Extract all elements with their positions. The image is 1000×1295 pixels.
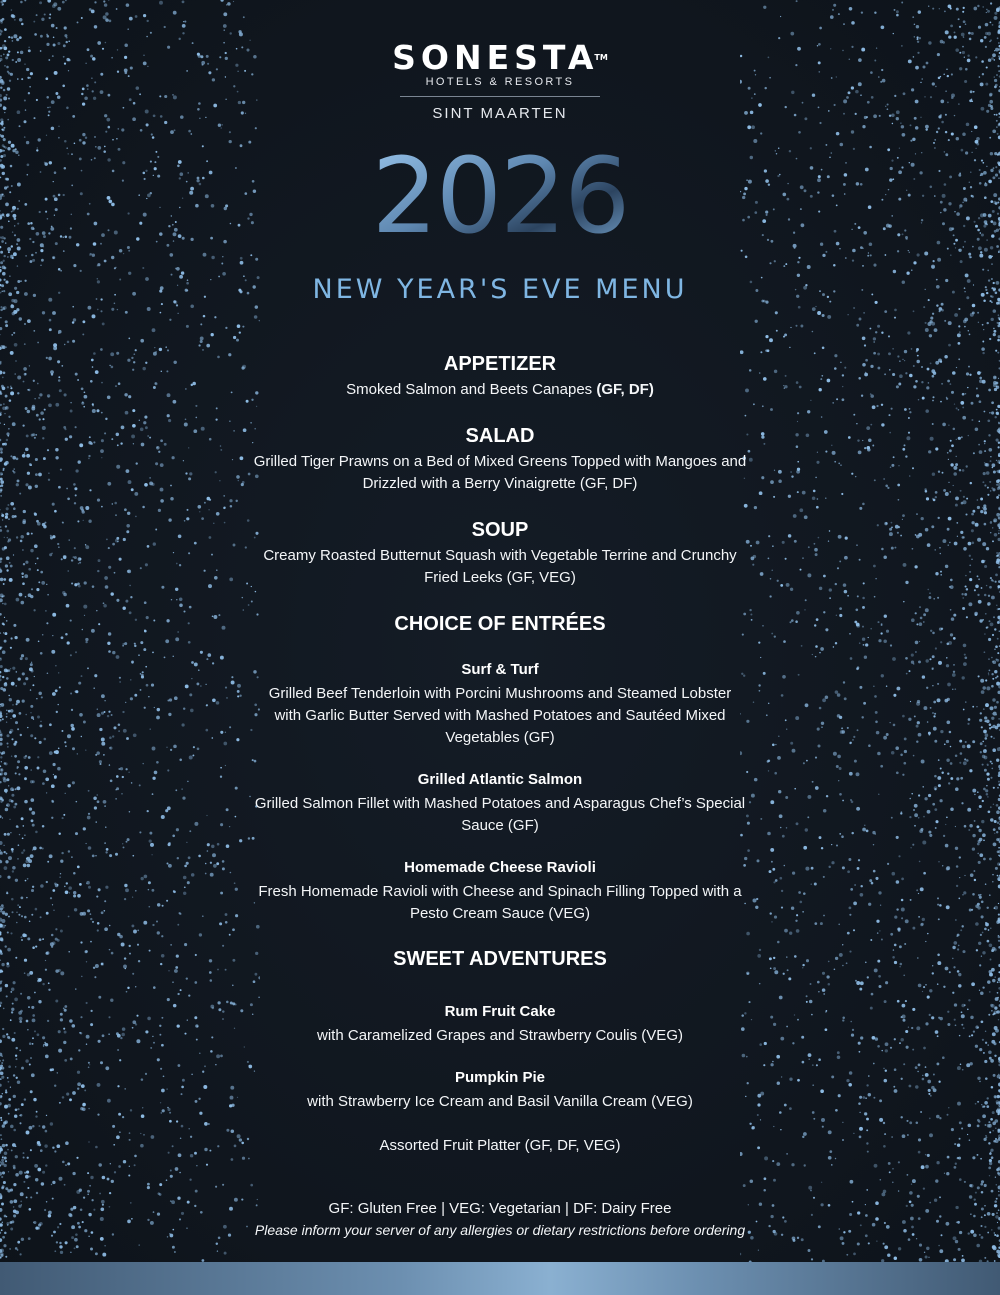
appetizer-tags: (GF, DF) — [596, 381, 654, 398]
salad-heading: SALAD — [465, 425, 535, 447]
trademark-mark: TM — [594, 53, 608, 62]
brand-tagline: HOTELS & RESORTS — [425, 76, 575, 88]
appetizer-heading: APPETIZER — [443, 353, 557, 375]
logo-divider — [400, 96, 600, 97]
entree-description-salmon: Grilled Salmon Fillet with Mashed Potatoes and Asparagus Chef’s Special Sauce (GF) — [254, 795, 746, 834]
entree-description-surf-turf: Grilled Beef Tenderloin with Porcini Mushrooms and Steamed Lobster with Garlic Butter Served with Mashed Potatoes and Sautéed Mixed Vegetables (GF) — [268, 685, 732, 746]
hotel-logo — [0, 40, 1000, 122]
dessert-fruit-platter: Assorted Fruit Platter (GF, DF, VEG) — [379, 1137, 621, 1154]
entree-name-surf-turf: Surf & Turf — [461, 661, 539, 678]
dessert-description-rum-cake: with Caramelized Grapes and Strawberry Coulis (VEG) — [317, 1027, 683, 1044]
entrees-heading: CHOICE OF ENTRÉES — [394, 613, 606, 635]
year-graphic — [0, 132, 1000, 252]
dietary-legend: GF: Gluten Free | VEG: Vegetarian | DF: Dairy Free — [328, 1200, 672, 1217]
hotel-location: SINT MAARTEN — [432, 105, 568, 122]
dessert-name-pumpkin-pie: Pumpkin Pie — [454, 1069, 546, 1086]
dessert-name-rum-cake: Rum Fruit Cake — [444, 1003, 556, 1020]
brand-name: SONESTA™ — [392, 38, 608, 77]
dessert-description-pumpkin-pie: with Strawberry Ice Cream and Basil Vanilla Cream (VEG) — [307, 1093, 693, 1110]
year-text: 2026 — [371, 135, 629, 242]
entree-name-salmon: Grilled Atlantic Salmon — [417, 771, 583, 788]
entree-description-ravioli: Fresh Homemade Ravioli with Cheese and Spinach Filling Topped with a Pesto Cream Sauce (VEG) — [258, 883, 742, 922]
soup-heading: SOUP — [471, 519, 529, 541]
bottom-decorative-bar — [0, 1262, 1000, 1295]
appetizer-description: Smoked Salmon and Beets Canapes (GF, DF) — [346, 381, 654, 398]
sweets-heading: SWEET ADVENTURES — [393, 948, 607, 970]
soup-description: Creamy Roasted Butternut Squash with Vegetable Terrine and Crunchy Fried Leeks (GF, VEG) — [263, 547, 737, 586]
menu-title: NEW YEAR'S EVE MENU — [312, 274, 688, 305]
salad-description: Grilled Tiger Prawns on a Bed of Mixed Greens Topped with Mangoes and Drizzled with a Berry Vinaigrette (GF, DF) — [253, 453, 747, 492]
allergy-note: Please inform your server of any allergies or dietary restrictions before ordering — [254, 1222, 746, 1238]
entree-name-ravioli: Homemade Cheese Ravioli — [404, 859, 596, 876]
